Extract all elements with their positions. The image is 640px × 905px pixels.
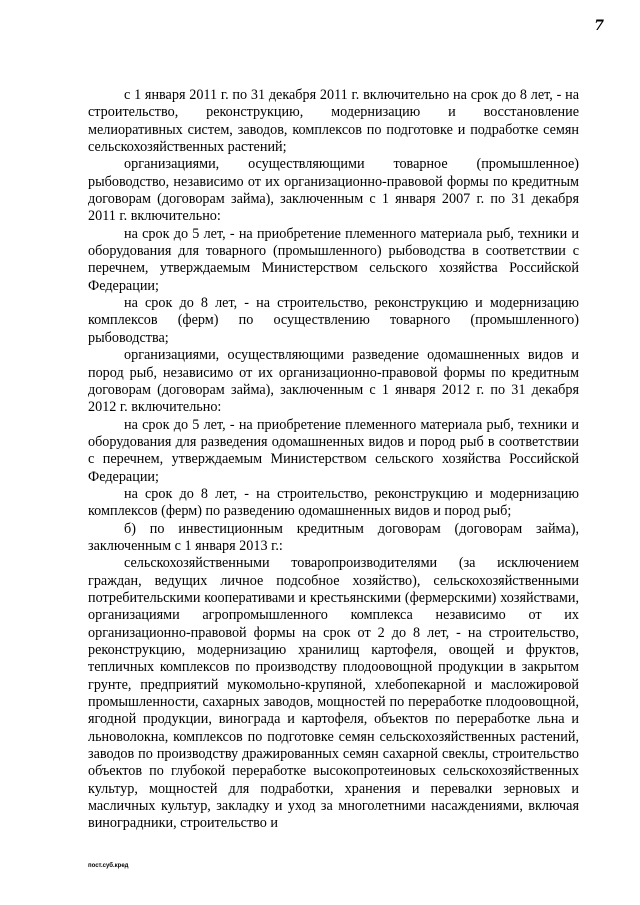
paragraph-9: сельскохозяйственными товаропроизводителями (за исключением граждан, ведущих личное подсобное хозяйство), сельскохозяйственными потребительскими кооперативами и крестьянскими (фермерскими) хозяйствами, организациями агропромышленного комплекса независимо от их организационно-правовой формы на срок от 2 до 8 лет, - на строительство, реконструкцию, модернизацию хранилищ картофеля, овощей и фруктов, тепличных комплексов по производству плодоовощной продукции в закрытом грунте, предприятий мукомольно-крупяной, хлебопекарной и масложировой промышленности, сахарных заводов, мощностей по переработке плодоовощной, ягодной продукции, винограда и картофеля, объектов по переработке льна и льноволокна, комплексов по подготовке семян сельскохозяйственных растений, заводов по производству дражированных семян сахарной свеклы, строительство объектов по глубокой переработке высокопротеиновых сельскохозяйственных культур, мощностей для подработки, хранения и перевалки зерновых и масличных культур, закладку и уход за многолетними насаждениями, включая виноградники, строительство и <box>88 555 579 832</box>
paragraph-7: на срок до 8 лет, - на строительство, реконструкцию и модернизацию комплексов (ферм) по разведению одомашненных видов и пород рыб; <box>88 485 579 520</box>
paragraph-5: организациями, осуществляющими разведение одомашненных видов и пород рыб, независимо от их организационно-правовой формы по кредитным договорам (договорам займа), заключенным с 1 января 2012 г. по 31 декабря 2012 г. включительно: <box>88 347 579 416</box>
page-corner-mark: 7 <box>594 18 604 34</box>
paragraph-3: на срок до 5 лет, - на приобретение племенного материала рыб, техники и оборудования для товарного (промышленного) рыбоводства в соответствии с перечнем, утверждаемым Министерством сельского хозяйства Российской Федерации; <box>88 225 579 294</box>
paragraph-8: б) по инвестиционным кредитным договорам (договорам займа), заключенным с 1 января 2013 г.: <box>88 520 579 554</box>
paragraph-4: на срок до 8 лет, - на строительство, реконструкцию и модернизацию комплексов (ферм) по осуществлению товарного (промышленного) рыбоводства; <box>88 295 579 346</box>
paragraph-1: с 1 января 2011 г. по 31 декабря 2011 г. включительно на срок до 8 лет, - на строительство, реконструкцию, модернизацию и восстановление мелиоративных систем, заводов, комплексов по подготовке и подработке семян сельскохозяйственных растений; <box>88 87 579 156</box>
paragraph-2: организациями, осуществляющими товарное (промышленное) рыбоводство, независимо от их организационно-правовой формы по кредитным договорам (договорам займа), заключенным с 1 января 2007 г. по 31 декабря 2011 г. включительно: <box>88 156 579 225</box>
paragraph-6: на срок до 5 лет, - на приобретение племенного материала рыб, техники и оборудования для разведения одомашненных видов и пород рыб в соответствии с перечнем, утверждаемым Министерством сельского хозяйства Российской Федерации; <box>88 416 579 485</box>
footer-file-label: пост.суб.кред <box>88 863 129 869</box>
document-body <box>88 87 579 833</box>
